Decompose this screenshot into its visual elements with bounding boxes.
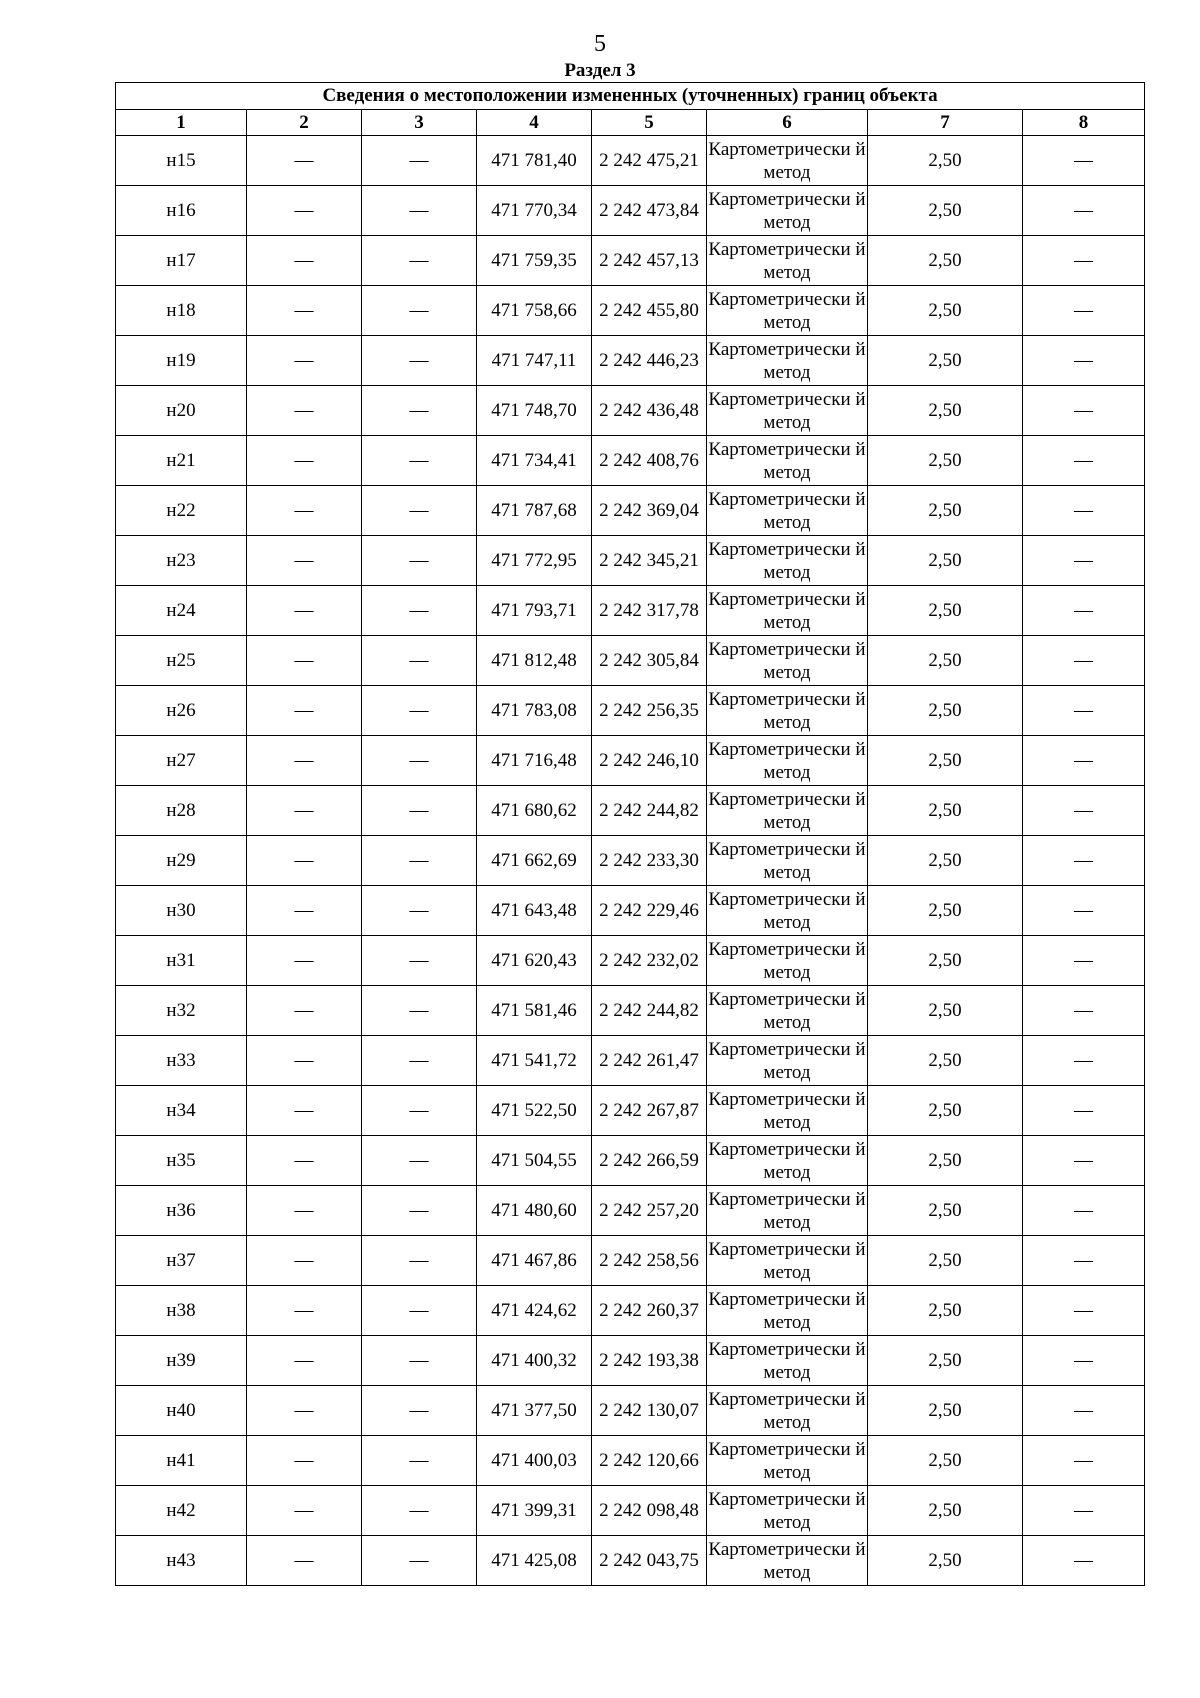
x-coordinate-cell: 471 504,55 (477, 1136, 592, 1186)
empty-dash-cell: — (247, 1386, 362, 1436)
point-name-cell: н23 (116, 536, 247, 586)
accuracy-cell: 2,50 (868, 1336, 1023, 1386)
point-name-cell: н28 (116, 786, 247, 836)
empty-dash-cell: — (362, 236, 477, 286)
point-name-cell: н30 (116, 886, 247, 936)
empty-dash-cell: — (362, 736, 477, 786)
table-row (116, 1036, 1145, 1086)
empty-dash-cell: — (1023, 236, 1145, 286)
table-row (116, 286, 1145, 336)
x-coordinate-cell: 471 793,71 (477, 586, 592, 636)
accuracy-cell: 2,50 (868, 1236, 1023, 1286)
table-row (116, 836, 1145, 886)
point-name-cell: н34 (116, 1086, 247, 1136)
accuracy-cell: 2,50 (868, 436, 1023, 486)
accuracy-cell: 2,50 (868, 886, 1023, 936)
y-coordinate-cell: 2 242 246,10 (592, 736, 707, 786)
method-cell: Картометрически й метод (707, 1086, 868, 1136)
empty-dash-cell: — (362, 1436, 477, 1486)
method-cell: Картометрически й метод (707, 286, 868, 336)
table-row (116, 436, 1145, 486)
empty-dash-cell: — (362, 836, 477, 886)
table-row (116, 1386, 1145, 1436)
method-cell: Картометрически й метод (707, 586, 868, 636)
empty-dash-cell: — (1023, 936, 1145, 986)
column-number: 2 (247, 110, 362, 136)
column-number: 7 (868, 110, 1023, 136)
table-row (116, 786, 1145, 836)
method-cell: Картометрически й метод (707, 1536, 868, 1586)
table-row (116, 886, 1145, 936)
empty-dash-cell: — (1023, 686, 1145, 736)
empty-dash-cell: — (247, 836, 362, 886)
x-coordinate-cell: 471 643,48 (477, 886, 592, 936)
empty-dash-cell: — (362, 1486, 477, 1536)
empty-dash-cell: — (362, 486, 477, 536)
y-coordinate-cell: 2 242 436,48 (592, 386, 707, 436)
method-cell: Картометрически й метод (707, 386, 868, 436)
accuracy-cell: 2,50 (868, 636, 1023, 686)
method-cell: Картометрически й метод (707, 236, 868, 286)
empty-dash-cell: — (1023, 186, 1145, 236)
empty-dash-cell: — (247, 486, 362, 536)
point-name-cell: н39 (116, 1336, 247, 1386)
column-number: 3 (362, 110, 477, 136)
method-cell: Картометрически й метод (707, 436, 868, 486)
empty-dash-cell: — (1023, 386, 1145, 436)
point-name-cell: н17 (116, 236, 247, 286)
empty-dash-cell: — (1023, 1486, 1145, 1536)
table-row (116, 186, 1145, 236)
point-name-cell: н35 (116, 1136, 247, 1186)
point-name-cell: н16 (116, 186, 247, 236)
x-coordinate-cell: 471 399,31 (477, 1486, 592, 1536)
x-coordinate-cell: 471 772,95 (477, 536, 592, 586)
accuracy-cell: 2,50 (868, 336, 1023, 386)
empty-dash-cell: — (1023, 1436, 1145, 1486)
empty-dash-cell: — (362, 436, 477, 486)
table-row (116, 686, 1145, 736)
x-coordinate-cell: 471 620,43 (477, 936, 592, 986)
y-coordinate-cell: 2 242 473,84 (592, 186, 707, 236)
point-name-cell: н20 (116, 386, 247, 436)
y-coordinate-cell: 2 242 317,78 (592, 586, 707, 636)
y-coordinate-cell: 2 242 043,75 (592, 1536, 707, 1586)
y-coordinate-cell: 2 242 475,21 (592, 136, 707, 186)
empty-dash-cell: — (1023, 736, 1145, 786)
table-caption: Сведения о местоположении измененных (уточненных) границ объекта (116, 83, 1145, 110)
y-coordinate-cell: 2 242 408,76 (592, 436, 707, 486)
empty-dash-cell: — (247, 786, 362, 836)
empty-dash-cell: — (1023, 286, 1145, 336)
empty-dash-cell: — (362, 386, 477, 436)
method-cell: Картометрически й метод (707, 486, 868, 536)
empty-dash-cell: — (247, 186, 362, 236)
empty-dash-cell: — (1023, 886, 1145, 936)
accuracy-cell: 2,50 (868, 1186, 1023, 1236)
empty-dash-cell: — (247, 636, 362, 686)
point-name-cell: н18 (116, 286, 247, 336)
table-row (116, 136, 1145, 186)
x-coordinate-cell: 471 425,08 (477, 1536, 592, 1586)
empty-dash-cell: — (362, 186, 477, 236)
column-number: 5 (592, 110, 707, 136)
point-name-cell: н40 (116, 1386, 247, 1436)
empty-dash-cell: — (362, 686, 477, 736)
table-body (116, 136, 1145, 1586)
accuracy-cell: 2,50 (868, 1136, 1023, 1186)
point-name-cell: н31 (116, 936, 247, 986)
column-number: 1 (116, 110, 247, 136)
method-cell: Картометрически й метод (707, 1036, 868, 1086)
empty-dash-cell: — (362, 636, 477, 686)
empty-dash-cell: — (1023, 1286, 1145, 1336)
method-cell: Картометрически й метод (707, 686, 868, 736)
table-row (116, 1436, 1145, 1486)
empty-dash-cell: — (247, 1236, 362, 1286)
empty-dash-cell: — (247, 1036, 362, 1086)
empty-dash-cell: — (362, 1036, 477, 1086)
point-name-cell: н32 (116, 986, 247, 1036)
table-row (116, 486, 1145, 536)
empty-dash-cell: — (362, 936, 477, 986)
table-row (116, 1086, 1145, 1136)
empty-dash-cell: — (247, 136, 362, 186)
empty-dash-cell: — (362, 1186, 477, 1236)
y-coordinate-cell: 2 242 257,20 (592, 1186, 707, 1236)
x-coordinate-cell: 471 467,86 (477, 1236, 592, 1286)
empty-dash-cell: — (362, 1136, 477, 1186)
table-caption-row (116, 83, 1145, 110)
empty-dash-cell: — (362, 886, 477, 936)
table-row (116, 936, 1145, 986)
x-coordinate-cell: 471 424,62 (477, 1286, 592, 1336)
accuracy-cell: 2,50 (868, 1486, 1023, 1536)
point-name-cell: н43 (116, 1536, 247, 1586)
accuracy-cell: 2,50 (868, 386, 1023, 436)
x-coordinate-cell: 471 581,46 (477, 986, 592, 1036)
accuracy-cell: 2,50 (868, 986, 1023, 1036)
empty-dash-cell: — (1023, 1386, 1145, 1436)
method-cell: Картометрически й метод (707, 336, 868, 386)
empty-dash-cell: — (247, 236, 362, 286)
empty-dash-cell: — (1023, 1136, 1145, 1186)
empty-dash-cell: — (362, 1086, 477, 1136)
point-name-cell: н29 (116, 836, 247, 886)
accuracy-cell: 2,50 (868, 286, 1023, 336)
method-cell: Картометрически й метод (707, 736, 868, 786)
point-name-cell: н19 (116, 336, 247, 386)
accuracy-cell: 2,50 (868, 586, 1023, 636)
point-name-cell: н37 (116, 1236, 247, 1286)
empty-dash-cell: — (362, 536, 477, 586)
y-coordinate-cell: 2 242 457,13 (592, 236, 707, 286)
table-row (116, 586, 1145, 636)
method-cell: Картометрически й метод (707, 836, 868, 886)
method-cell: Картометрически й метод (707, 636, 868, 686)
x-coordinate-cell: 471 783,08 (477, 686, 592, 736)
empty-dash-cell: — (1023, 536, 1145, 586)
method-cell: Картометрически й метод (707, 986, 868, 1036)
x-coordinate-cell: 471 812,48 (477, 636, 592, 686)
empty-dash-cell: — (247, 336, 362, 386)
empty-dash-cell: — (362, 136, 477, 186)
point-name-cell: н42 (116, 1486, 247, 1536)
method-cell: Картометрически й метод (707, 786, 868, 836)
y-coordinate-cell: 2 242 446,23 (592, 336, 707, 386)
point-name-cell: н38 (116, 1286, 247, 1336)
method-cell: Картометрически й метод (707, 1186, 868, 1236)
y-coordinate-cell: 2 242 244,82 (592, 786, 707, 836)
empty-dash-cell: — (1023, 336, 1145, 386)
empty-dash-cell: — (362, 286, 477, 336)
method-cell: Картометрически й метод (707, 1336, 868, 1386)
empty-dash-cell: — (362, 336, 477, 386)
empty-dash-cell: — (247, 686, 362, 736)
accuracy-cell: 2,50 (868, 1386, 1023, 1436)
point-name-cell: н41 (116, 1436, 247, 1486)
empty-dash-cell: — (1023, 786, 1145, 836)
point-name-cell: н26 (116, 686, 247, 736)
coordinates-table (115, 82, 1145, 1586)
point-name-cell: н33 (116, 1036, 247, 1086)
table-row (116, 736, 1145, 786)
y-coordinate-cell: 2 242 267,87 (592, 1086, 707, 1136)
y-coordinate-cell: 2 242 369,04 (592, 486, 707, 536)
x-coordinate-cell: 471 716,48 (477, 736, 592, 786)
column-number-row (116, 110, 1145, 136)
empty-dash-cell: — (362, 1386, 477, 1436)
empty-dash-cell: — (1023, 586, 1145, 636)
table-row (116, 636, 1145, 686)
empty-dash-cell: — (362, 586, 477, 636)
accuracy-cell: 2,50 (868, 836, 1023, 886)
empty-dash-cell: — (1023, 1336, 1145, 1386)
table-row (116, 336, 1145, 386)
y-coordinate-cell: 2 242 244,82 (592, 986, 707, 1036)
accuracy-cell: 2,50 (868, 686, 1023, 736)
y-coordinate-cell: 2 242 266,59 (592, 1136, 707, 1186)
empty-dash-cell: — (247, 986, 362, 1036)
column-number: 6 (707, 110, 868, 136)
x-coordinate-cell: 471 522,50 (477, 1086, 592, 1136)
y-coordinate-cell: 2 242 193,38 (592, 1336, 707, 1386)
x-coordinate-cell: 471 480,60 (477, 1186, 592, 1236)
accuracy-cell: 2,50 (868, 936, 1023, 986)
empty-dash-cell: — (247, 1186, 362, 1236)
table-row (116, 236, 1145, 286)
y-coordinate-cell: 2 242 130,07 (592, 1386, 707, 1436)
empty-dash-cell: — (247, 586, 362, 636)
table-row (116, 536, 1145, 586)
table-row (116, 986, 1145, 1036)
empty-dash-cell: — (1023, 1036, 1145, 1086)
empty-dash-cell: — (362, 1286, 477, 1336)
empty-dash-cell: — (247, 736, 362, 786)
table-row (116, 1236, 1145, 1286)
empty-dash-cell: — (247, 1536, 362, 1586)
empty-dash-cell: — (1023, 1186, 1145, 1236)
empty-dash-cell: — (1023, 1536, 1145, 1586)
empty-dash-cell: — (1023, 1236, 1145, 1286)
accuracy-cell: 2,50 (868, 1536, 1023, 1586)
y-coordinate-cell: 2 242 256,35 (592, 686, 707, 736)
empty-dash-cell: — (247, 936, 362, 986)
table-row (116, 1286, 1145, 1336)
empty-dash-cell: — (1023, 986, 1145, 1036)
y-coordinate-cell: 2 242 258,56 (592, 1236, 707, 1286)
table-row (116, 386, 1145, 436)
method-cell: Картометрически й метод (707, 886, 868, 936)
method-cell: Картометрически й метод (707, 1436, 868, 1486)
empty-dash-cell: — (247, 1136, 362, 1186)
method-cell: Картометрически й метод (707, 536, 868, 586)
x-coordinate-cell: 471 400,32 (477, 1336, 592, 1386)
x-coordinate-cell: 471 748,70 (477, 386, 592, 436)
accuracy-cell: 2,50 (868, 486, 1023, 536)
accuracy-cell: 2,50 (868, 786, 1023, 836)
table-row (116, 1136, 1145, 1186)
y-coordinate-cell: 2 242 345,21 (592, 536, 707, 586)
x-coordinate-cell: 471 747,11 (477, 336, 592, 386)
empty-dash-cell: — (362, 1336, 477, 1386)
x-coordinate-cell: 471 770,34 (477, 186, 592, 236)
method-cell: Картометрически й метод (707, 186, 868, 236)
empty-dash-cell: — (247, 1086, 362, 1136)
y-coordinate-cell: 2 242 229,46 (592, 886, 707, 936)
empty-dash-cell: — (1023, 436, 1145, 486)
x-coordinate-cell: 471 662,69 (477, 836, 592, 886)
empty-dash-cell: — (247, 436, 362, 486)
x-coordinate-cell: 471 680,62 (477, 786, 592, 836)
accuracy-cell: 2,50 (868, 186, 1023, 236)
method-cell: Картометрически й метод (707, 1286, 868, 1336)
empty-dash-cell: — (247, 886, 362, 936)
empty-dash-cell: — (247, 1286, 362, 1336)
page-number: 5 (594, 31, 606, 57)
empty-dash-cell: — (247, 1336, 362, 1386)
empty-dash-cell: — (362, 1536, 477, 1586)
y-coordinate-cell: 2 242 098,48 (592, 1486, 707, 1536)
accuracy-cell: 2,50 (868, 736, 1023, 786)
empty-dash-cell: — (1023, 836, 1145, 886)
point-name-cell: н27 (116, 736, 247, 786)
accuracy-cell: 2,50 (868, 1286, 1023, 1336)
x-coordinate-cell: 471 541,72 (477, 1036, 592, 1086)
y-coordinate-cell: 2 242 455,80 (592, 286, 707, 336)
x-coordinate-cell: 471 758,66 (477, 286, 592, 336)
empty-dash-cell: — (247, 386, 362, 436)
point-name-cell: н21 (116, 436, 247, 486)
x-coordinate-cell: 471 787,68 (477, 486, 592, 536)
y-coordinate-cell: 2 242 305,84 (592, 636, 707, 686)
method-cell: Картометрически й метод (707, 136, 868, 186)
accuracy-cell: 2,50 (868, 236, 1023, 286)
x-coordinate-cell: 471 400,03 (477, 1436, 592, 1486)
method-cell: Картометрически й метод (707, 1136, 868, 1186)
method-cell: Картометрически й метод (707, 1236, 868, 1286)
point-name-cell: н24 (116, 586, 247, 636)
empty-dash-cell: — (362, 786, 477, 836)
table-row (116, 1536, 1145, 1586)
empty-dash-cell: — (1023, 1086, 1145, 1136)
x-coordinate-cell: 471 759,35 (477, 236, 592, 286)
accuracy-cell: 2,50 (868, 1086, 1023, 1136)
accuracy-cell: 2,50 (868, 136, 1023, 186)
empty-dash-cell: — (1023, 486, 1145, 536)
point-name-cell: н15 (116, 136, 247, 186)
empty-dash-cell: — (247, 536, 362, 586)
empty-dash-cell: — (362, 986, 477, 1036)
accuracy-cell: 2,50 (868, 1036, 1023, 1086)
empty-dash-cell: — (247, 286, 362, 336)
empty-dash-cell: — (362, 1236, 477, 1286)
method-cell: Картометрически й метод (707, 936, 868, 986)
x-coordinate-cell: 471 377,50 (477, 1386, 592, 1436)
table-row (116, 1336, 1145, 1386)
section-title: Раздел 3 (564, 60, 636, 81)
table-row (116, 1186, 1145, 1236)
column-number: 8 (1023, 110, 1145, 136)
method-cell: Картометрически й метод (707, 1486, 868, 1536)
method-cell: Картометрически й метод (707, 1386, 868, 1436)
x-coordinate-cell: 471 781,40 (477, 136, 592, 186)
table-row (116, 1486, 1145, 1536)
empty-dash-cell: — (247, 1436, 362, 1486)
accuracy-cell: 2,50 (868, 536, 1023, 586)
x-coordinate-cell: 471 734,41 (477, 436, 592, 486)
point-name-cell: н25 (116, 636, 247, 686)
point-name-cell: н22 (116, 486, 247, 536)
y-coordinate-cell: 2 242 260,37 (592, 1286, 707, 1336)
y-coordinate-cell: 2 242 261,47 (592, 1036, 707, 1086)
column-number: 4 (477, 110, 592, 136)
empty-dash-cell: — (1023, 636, 1145, 686)
accuracy-cell: 2,50 (868, 1436, 1023, 1486)
y-coordinate-cell: 2 242 233,30 (592, 836, 707, 886)
empty-dash-cell: — (1023, 136, 1145, 186)
empty-dash-cell: — (247, 1486, 362, 1536)
y-coordinate-cell: 2 242 232,02 (592, 936, 707, 986)
point-name-cell: н36 (116, 1186, 247, 1236)
y-coordinate-cell: 2 242 120,66 (592, 1436, 707, 1486)
